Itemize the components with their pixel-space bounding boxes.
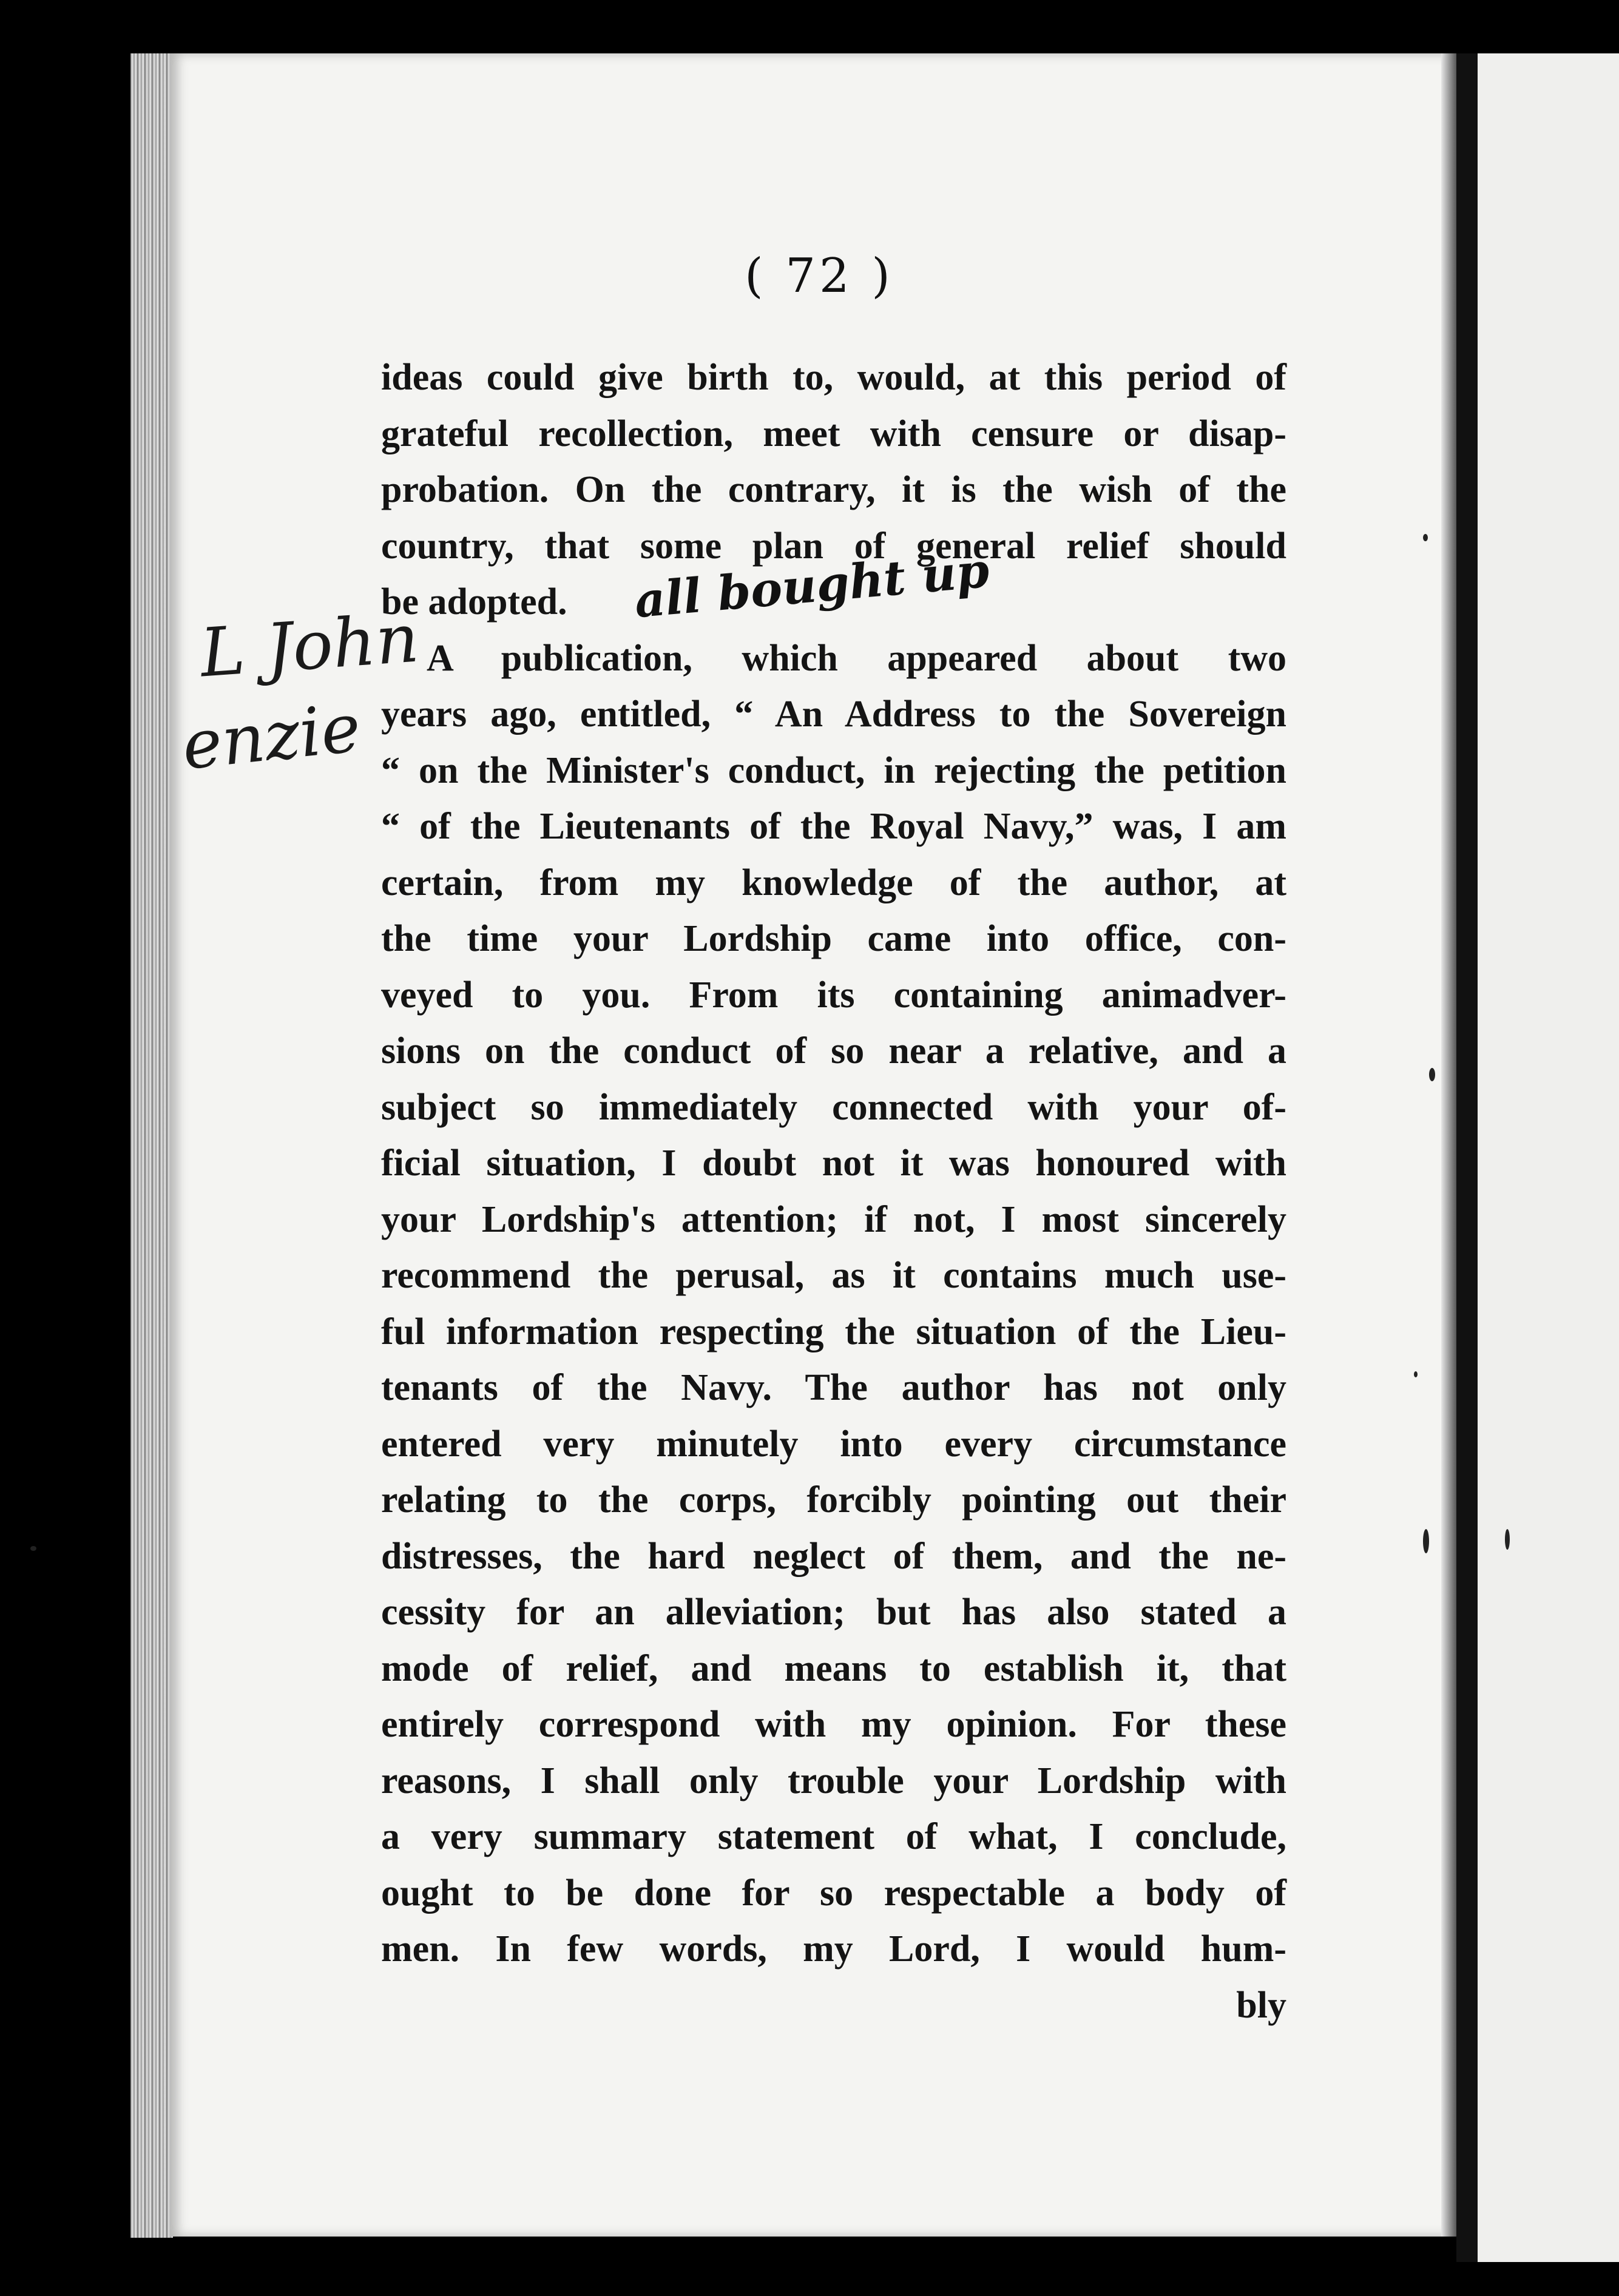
text-line: years ago, entitled, “ An Address to the Sovereign (381, 694, 1286, 735)
text-line: certain, from my knowledge of the author, at (381, 862, 1286, 903)
text-line: mode of relief, and means to establish it, that (381, 1647, 1286, 1689)
text-line: A publication, which appeared about two (427, 637, 1286, 679)
ink-speck (30, 1546, 36, 1551)
page-number: ( 72 ) (745, 249, 894, 303)
ink-speck (1414, 1371, 1418, 1377)
handwritten-margin-note: enzie (178, 688, 365, 785)
text-line: entirely correspond with my opinion. For these (381, 1704, 1286, 1745)
ink-speck (1429, 1068, 1435, 1081)
handwritten-interlinear-note: all bought up (632, 542, 992, 629)
text-line: “ of the Lieutenants of the Royal Navy,” was, I am (381, 806, 1286, 847)
text-line: ficial situation, I doubt not it was honoured with (381, 1143, 1286, 1184)
gutter (1456, 53, 1478, 2262)
text-line: ought to be done for so respectable a body of (381, 1872, 1286, 1914)
text-line: cessity for an alleviation; but has also stated a (381, 1592, 1286, 1633)
text-line: men. In few words, my Lord, I would hum- (381, 1928, 1286, 1970)
text-line: your Lordship's attention; if not, I most sincerely (381, 1198, 1286, 1240)
text-line: tenants of the Navy. The author has not only (381, 1367, 1286, 1408)
text-line: reasons, I shall only trouble your Lordship with (381, 1760, 1286, 1801)
handwritten-margin-note: L John (197, 599, 422, 692)
text-line: the time your Lordship came into office, con- (381, 918, 1286, 959)
ink-speck (1423, 534, 1428, 541)
text-line: entered very minutely into every circumstance (381, 1423, 1286, 1465)
text-line: country, that some plan of general relief should (381, 525, 1286, 567)
page-edges (130, 53, 173, 2238)
ink-speck (1423, 1529, 1429, 1553)
text-line: veyed to you. From its containing animadver- (381, 974, 1286, 1016)
text-line: sions on the conduct of so near a relative, and a (381, 1030, 1286, 1072)
text-line: relating to the corps, forcibly pointing out their (381, 1479, 1286, 1521)
facing-page (1478, 53, 1619, 2262)
text-line: ideas could give birth to, would, at this period of (381, 357, 1286, 398)
text-line: grateful recollection, meet with censure or disap- (381, 413, 1286, 454)
ink-speck (1505, 1529, 1510, 1550)
text-line: ful information respecting the situation of the Lieu- (381, 1311, 1286, 1352)
text-line: a very summary statement of what, I conclude, (381, 1816, 1286, 1857)
text-line: distresses, the hard neglect of them, and the ne- (381, 1535, 1286, 1577)
text-line: recommend the perusal, as it contains much use- (381, 1255, 1286, 1296)
text-line: be adopted. (381, 581, 567, 623)
text-line: probation. On the contrary, it is the wish of the (381, 469, 1286, 510)
text-line: subject so immediately connected with your of- (381, 1086, 1286, 1128)
text-line: “ on the Minister's conduct, in rejecting the petition (381, 749, 1286, 791)
text-line: bly (1236, 1984, 1286, 2026)
